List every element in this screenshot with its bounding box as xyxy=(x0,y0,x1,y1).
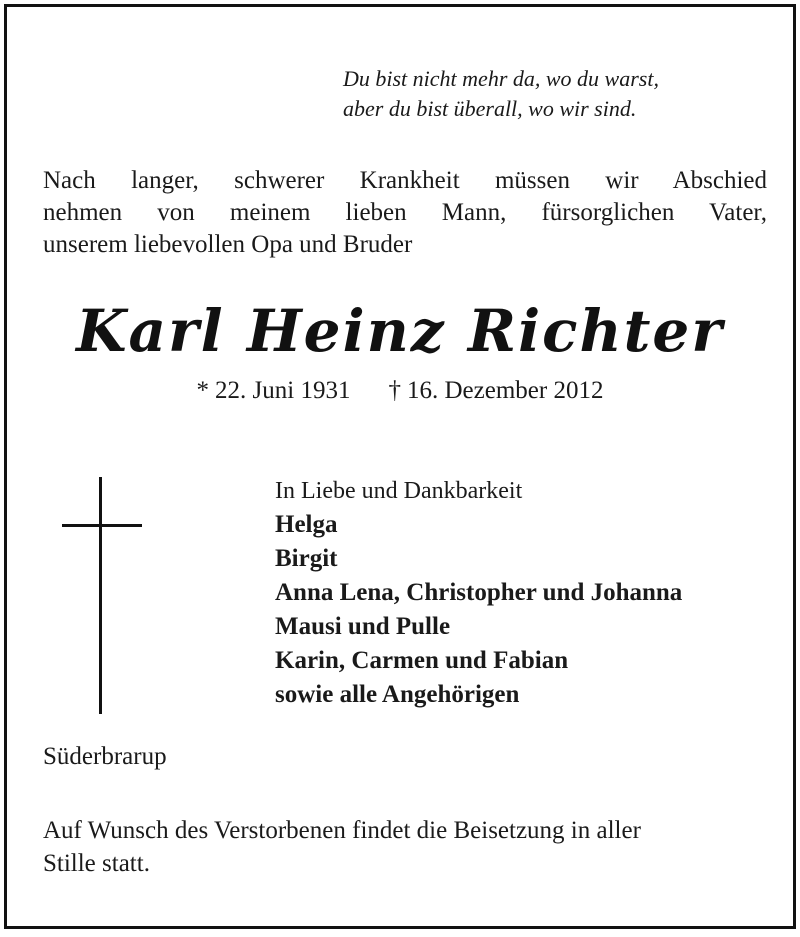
family-member: Anna Lena, Christopher und Johanna xyxy=(275,579,683,606)
closing-line-2: Stille statt. xyxy=(43,850,150,877)
death-cross-icon: † xyxy=(388,377,401,404)
birth-date: 22. Juni 1931 xyxy=(215,377,351,404)
life-dates xyxy=(7,377,793,405)
intro-line-1: Nach langer, schwerer Krankheit müssen wir Abschied xyxy=(43,167,767,194)
death-date: 16. Dezember 2012 xyxy=(406,377,604,404)
family-signature xyxy=(275,474,682,712)
obituary-notice xyxy=(4,4,796,929)
family-member: Karin, Carmen und Fabian xyxy=(275,647,569,674)
closing-text xyxy=(43,814,771,880)
intro-line-2: nehmen von meinem lieben Mann, fürsorglichen Vater, xyxy=(43,199,767,226)
family-member: Birgit xyxy=(275,545,338,572)
family-member: sowie alle Angehörigen xyxy=(275,681,520,708)
motto-line-1: Du bist nicht mehr da, wo du warst, xyxy=(343,66,659,91)
intro-line-3: unserem liebevollen Opa und Bruder xyxy=(43,231,413,258)
closing-line-1: Auf Wunsch des Verstorbenen findet die Beisetzung in aller xyxy=(43,817,641,844)
motto-line-2: aber du bist überall, wo wir sind. xyxy=(343,96,637,121)
deceased-name: Karl Heinz Richter xyxy=(76,297,724,365)
family-member: Mausi und Pulle xyxy=(275,613,451,640)
intro-text xyxy=(43,165,767,261)
birth-star-icon: * xyxy=(196,377,210,404)
cross-icon xyxy=(62,477,142,714)
motto-quote xyxy=(343,64,659,124)
family-member: Helga xyxy=(275,511,338,538)
family-heading: In Liebe und Dankbarkeit xyxy=(275,478,523,504)
place-name: Süderbrarup xyxy=(43,743,167,770)
